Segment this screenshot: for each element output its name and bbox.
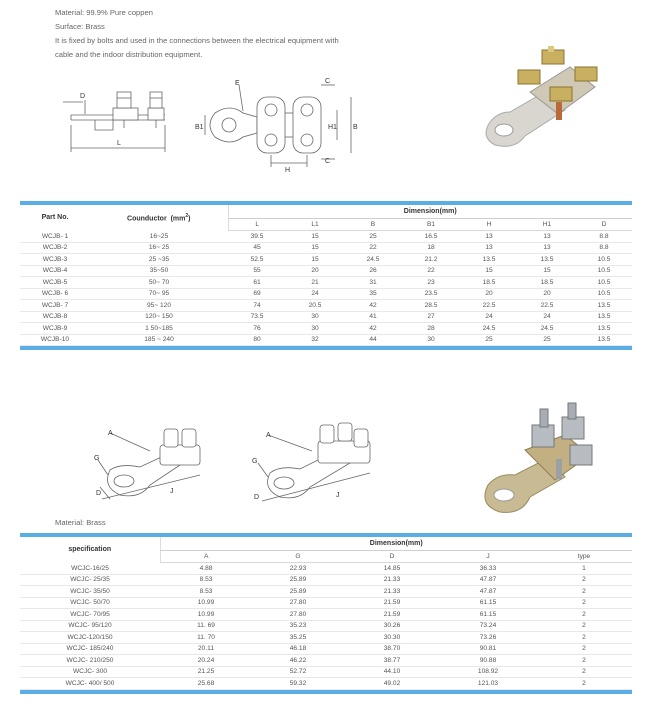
wcjc-drawing-type-1 [90,415,220,505]
table-cell: 120~ 150 [90,311,228,323]
table-cell: 22 [402,265,460,277]
table-row [20,563,632,575]
dim-label-h: H [285,167,291,174]
table-cell: 10.5 [576,277,632,289]
table-cell: WCJB-9 [20,323,90,335]
table-cell: 50~ 70 [90,277,228,289]
table-row [20,586,632,598]
table-row [20,265,632,277]
table-cell: 2 [536,586,632,598]
table-cell: 61.15 [440,597,536,609]
table-cell: 24.5 [460,323,518,335]
table-row [20,323,632,335]
table-cell: 13 [460,242,518,254]
table-cell: WCJB-2 [20,242,90,254]
table-cell: 35.23 [252,620,344,632]
table-cell: 73.26 [440,632,536,644]
table-cell: 20.24 [160,655,252,667]
table-cell: 16~ 25 [90,242,228,254]
table-cell: 30 [286,323,344,335]
table-row [20,666,632,678]
table-row [20,632,632,644]
dim-label-b: B [353,124,358,131]
table-cell: WCJB-10 [20,334,90,346]
wcjb-col-l1: L1 [286,219,344,231]
table-cell: 42 [344,300,402,312]
table-cell: 27 [402,311,460,323]
table-cell: 44 [344,334,402,346]
table-cell: 26 [344,265,402,277]
table-cell: 2 [536,574,632,586]
dim-label-j-2: J [336,492,340,499]
table-cell: 15 [286,254,344,266]
wcjb-col-h1: H1 [518,219,576,231]
table-cell: 24 [460,311,518,323]
dimension-header: Dimension(mm) [228,205,632,219]
table-cell: 39.5 [228,231,286,243]
table-cell: WCJC- 50/70 [20,597,160,609]
table-row [20,231,632,243]
material-brass-label: Material: Brass [55,518,106,527]
table-cell: 10.99 [160,609,252,621]
table-cell: 25 ~35 [90,254,228,266]
table-cell: 42 [344,323,402,335]
table-cell: 30 [286,311,344,323]
table-cell: 21.33 [344,574,440,586]
table-cell: 38.77 [344,655,440,667]
table-cell: 20 [460,288,518,300]
table-cell: 2 [536,597,632,609]
table-cell: 18.5 [518,277,576,289]
table-row [20,609,632,621]
table-cell: 185 ~ 240 [90,334,228,346]
table-cell: WCJB-3 [20,254,90,266]
dim-label-j: J [170,488,174,495]
table-row [20,277,632,289]
table-row [20,334,632,346]
table-cell: 2 [536,666,632,678]
dim-label-d: D [80,93,86,100]
table-cell: 90.81 [440,643,536,655]
table-cell: 2 [536,632,632,644]
table-cell: 10.5 [576,254,632,266]
table-cell: 21.59 [344,609,440,621]
table-cell: 21 [286,277,344,289]
table-cell: 30.26 [344,620,440,632]
part-no-header: Part No. [41,214,69,222]
dim-label-l: L [117,140,121,147]
wcjb-col-l: L [228,219,286,231]
wcjb-col-b1: B1 [402,219,460,231]
table-cell: 61 [228,277,286,289]
table-row [20,655,632,667]
table-cell: 2 [536,643,632,655]
table-cell: 15 [518,265,576,277]
table-cell: 10.5 [576,288,632,300]
table-cell: WCJB- 1 [20,231,90,243]
table-cell: 22 [344,242,402,254]
table-cell: 22.93 [252,563,344,575]
dim-label-a-2: A [266,432,271,439]
table-cell: 2 [536,609,632,621]
table-cell: 30 [402,334,460,346]
table-cell: 38.70 [344,643,440,655]
table-cell: 70~ 95 [90,288,228,300]
specification-header: specification [68,546,112,554]
table-cell: 10.5 [576,265,632,277]
dim-label-g-2: G [252,458,258,465]
table-row [20,254,632,266]
table-cell: 20.11 [160,643,252,655]
table-cell: 25.89 [252,574,344,586]
table-cell: 44.10 [344,666,440,678]
table-cell: WCJB- 6 [20,288,90,300]
table-cell: WCJC- 70/95 [20,609,160,621]
table-cell: WCJC- 185/240 [20,643,160,655]
wcjc-col-a: A [160,551,252,563]
table-cell: 35 [344,288,402,300]
table-cell: 90.88 [440,655,536,667]
table-cell: 31 [344,277,402,289]
table-cell: 13.5 [518,254,576,266]
table-cell: 21.59 [344,597,440,609]
table-cell: WCJC- 300 [20,666,160,678]
table-cell: WCJB-5 [20,277,90,289]
table-cell: 74 [228,300,286,312]
table-cell: 22.5 [518,300,576,312]
table-cell: 13.5 [576,300,632,312]
table-cell: 25 [460,334,518,346]
table-cell: 35.25 [252,632,344,644]
table-cell: 49.02 [344,678,440,690]
table-cell: 14.85 [344,563,440,575]
table-row [20,242,632,254]
table-cell: 8.53 [160,586,252,598]
table-row [20,643,632,655]
surface-line: Surface: Brass [55,22,105,31]
conductor-header: Counductor $(mm^2)$ [127,213,191,223]
table-cell: 28 [402,323,460,335]
table-cell: 73.24 [440,620,536,632]
table-cell: 15 [286,242,344,254]
wcjb-product-photo [470,32,620,152]
table-cell: 59.32 [252,678,344,690]
table-cell: 61.15 [440,609,536,621]
table-cell: 45 [228,242,286,254]
dim-label-e: E [235,80,240,87]
dim-label-g: G [94,455,100,462]
table-cell: 18.5 [460,277,518,289]
table-cell: 52.5 [228,254,286,266]
table-cell: WCJC-16/25 [20,563,160,575]
table-cell: 121.03 [440,678,536,690]
table-cell: 27.80 [252,597,344,609]
table-cell: 8.8 [576,231,632,243]
description-line-2: cable and the indoor distribution equipment. [55,50,203,59]
table-cell: 13 [518,242,576,254]
dim-label-d2-2: D [254,494,260,501]
wcjb-spec-table [20,201,632,350]
wcjc-col-type: type [536,551,632,563]
table-cell: WCJC- 35/50 [20,586,160,598]
table-cell: 13.5 [460,254,518,266]
table-cell: WCJC- 95/120 [20,620,160,632]
table-cell: 36.33 [440,563,536,575]
table-cell: 23.5 [402,288,460,300]
table-cell: 30.30 [344,632,440,644]
table-cell: 18 [402,242,460,254]
table-cell: 21.33 [344,586,440,598]
table-cell: 13 [518,231,576,243]
table-cell: 47.87 [440,574,536,586]
table-cell: 25.68 [160,678,252,690]
wcjc-product-photo [470,395,620,520]
wcjb-side-view-drawing [55,80,185,160]
table-cell: 35~50 [90,265,228,277]
intro-text [55,6,339,62]
dim-label-h1: H1 [328,124,337,131]
table-cell: 46.18 [252,643,344,655]
table-cell: 24.5 [518,323,576,335]
table-cell: 69 [228,288,286,300]
table-cell: 11. 69 [160,620,252,632]
dim-label-b1: B1 [195,124,204,131]
table-row [20,574,632,586]
table-cell: 1 50~185 [90,323,228,335]
table-cell: 24 [518,311,576,323]
table-row [20,678,632,690]
table-cell: 22.5 [460,300,518,312]
table-cell: 8.8 [576,242,632,254]
table-cell: 13.5 [576,323,632,335]
table-cell: WCJC- 210/250 [20,655,160,667]
table-cell: 13 [460,231,518,243]
wcjc-drawing-type-2 [250,415,390,505]
table-cell: 28.5 [402,300,460,312]
table-cell: 25 [518,334,576,346]
dim-label-d2: D [96,490,102,497]
description-line-1: It is fixed by bolts and used in the connections between the electrical equipment with [55,36,339,45]
table-cell: 108.92 [440,666,536,678]
table-cell: WCJC- 25/35 [20,574,160,586]
wcjc-col-d: D [344,551,440,563]
table-cell: 16.5 [402,231,460,243]
table-cell: WCJB-4 [20,265,90,277]
dim-label-c-bottom: C [325,158,331,165]
table-cell: 25.89 [252,586,344,598]
table-row [20,300,632,312]
table-cell: WCJB- 7 [20,300,90,312]
table-cell: 46.22 [252,655,344,667]
table-cell: 2 [536,620,632,632]
table-cell: 20 [286,265,344,277]
table-cell: 52.72 [252,666,344,678]
table-row [20,597,632,609]
table-cell: 21.2 [402,254,460,266]
wcjb-top-view-drawing [195,75,365,175]
table-cell: 13.5 [576,311,632,323]
wcjc-col-g: G [252,551,344,563]
wcjc-spec-table [20,533,632,694]
wcjb-col-b: B [344,219,402,231]
table-cell: 20.5 [286,300,344,312]
table-cell: 32 [286,334,344,346]
table-cell: 24 [286,288,344,300]
table-cell: 24.5 [344,254,402,266]
table-row [20,620,632,632]
dimension-header-2: Dimension(mm) [160,537,632,551]
table-cell: 16~25 [90,231,228,243]
table-cell: 23 [402,277,460,289]
wcjb-col-h: H [460,219,518,231]
table-cell: 21.25 [160,666,252,678]
wcjb-col-d: D [576,219,632,231]
dim-label-c-top: C [325,78,331,85]
table-row [20,311,632,323]
table-cell: WCJC- 400/ 500 [20,678,160,690]
table-cell: 80 [228,334,286,346]
table-cell: 2 [536,655,632,667]
table-cell: 41 [344,311,402,323]
table-cell: 8.53 [160,574,252,586]
table-cell: 55 [228,265,286,277]
table-cell: 27.80 [252,609,344,621]
table-cell: 10.99 [160,597,252,609]
material-line: Material: 99.9% Pure coppen [55,8,153,17]
table-cell: 1 [536,563,632,575]
table-cell: WCJC-120/150 [20,632,160,644]
table-cell: WCJB-8 [20,311,90,323]
table-cell: 15 [286,231,344,243]
table-cell: 25 [344,231,402,243]
table-cell: 47.87 [440,586,536,598]
wcjc-col-j: J [440,551,536,563]
table-cell: 4.88 [160,563,252,575]
dim-label-a: A [108,430,113,437]
table-cell: 76 [228,323,286,335]
table-cell: 20 [518,288,576,300]
table-cell: 11. 70 [160,632,252,644]
table-cell: 2 [536,678,632,690]
table-cell: 95~ 120 [90,300,228,312]
table-cell: 73.5 [228,311,286,323]
table-cell: 13.5 [576,334,632,346]
table-row [20,288,632,300]
table-cell: 15 [460,265,518,277]
